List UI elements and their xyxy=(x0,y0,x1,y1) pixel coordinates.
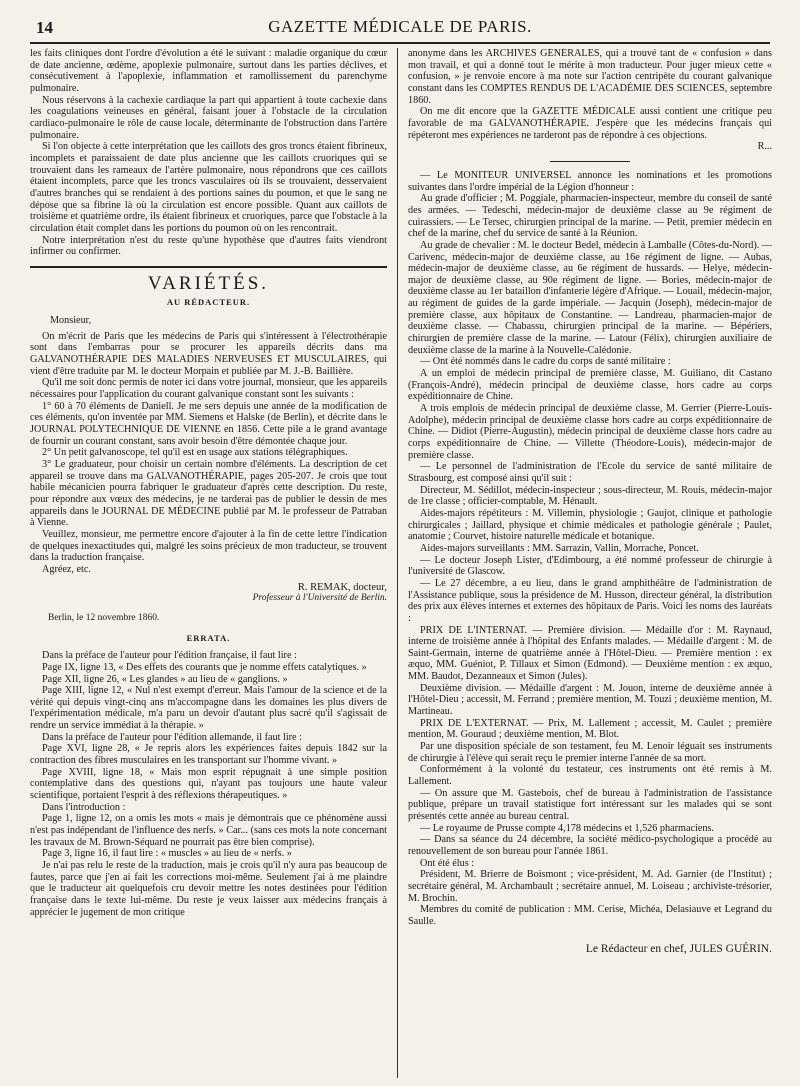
salutation: Monsieur, xyxy=(50,315,92,327)
news-item: — Ont été nommés dans le cadre du corps de santé militaire : xyxy=(420,356,671,368)
news-item: Membres du comité de publication : MM. Cerise, Michéa, Delasiauve et Legrand du Saulle. xyxy=(408,904,772,927)
page-header xyxy=(30,14,770,44)
news-item: PRIX DE L'EXTERNAT. — Prix, M. Lallement ; accessit, M. Caulet ; première mention, M. Gouraud ; deuxième mention, M. Blot. xyxy=(408,717,772,741)
news-item: — Le personnel de l'administration de l'Ecole du service de santé militaire de Strasbourg, est composé ainsi qu'il suit : xyxy=(408,461,772,484)
errata-title: ERRATA. xyxy=(186,632,231,643)
news-item: — Le 27 décembre, a eu lieu, dans le grand amphithéâtre de l'administration de l'Assistance publique, sous la présidence de M. Husson, directeur général, la distribution des prix aux élèves internes et externes des hôpitaux de Paris. Voici les noms des lauréats : xyxy=(408,577,772,624)
subsection-title: AU RÉDACTEUR. xyxy=(166,297,251,308)
paragraph: Agréez, etc. xyxy=(42,563,91,575)
paragraph: Nous réservons à la cachexie cardiaque la part qui appartient à toute cachexie dans les coagulations veineuses en général, faisant jouer à l'obstacle de la circulation cardiaco-pulmonaire le rôle de cause locale, déterminante de l'obstruction dans l'artère pulmonaire. xyxy=(30,94,387,141)
news-item: — On assure que M. Gastebois, chef de bureau à l'administration de l'assistance publique, prépare un travail statistique fort intéressant sur les malades qui se sont présentés cette année au bureau central. xyxy=(408,787,772,822)
page-number: 14 xyxy=(36,18,53,37)
news-item: — Le MONITEUR UNIVERSEL annonce les nominations et les promotions suivantes dans l'ordre impérial de la Légion d'honneur : xyxy=(408,169,772,193)
errata-item: Page XVIII, ligne 18, « Mais mon esprit répugnait à une simple position contemplative dans des questions qui, n'ayant pas toujours une haute valeur scientifique, portaient l'esprit à des réflexions thérapeutiques. » xyxy=(30,766,387,802)
news-item: — Le royaume de Prusse compte 4,178 médecins et 1,526 pharmaciens. xyxy=(420,822,714,834)
errata-item: Page IX, ligne 13, « Des effets des courants que je nomme effets catalytiques. » xyxy=(42,661,367,673)
errata-item: Page XVI, ligne 28, « Je repris alors les expériences faites depuis 1842 sur la contraction des fibres musculaires en les transportant sur l'homme vivant. » xyxy=(30,743,387,767)
errata-item: Page XIII, ligne 12, « Nul n'est exempt d'erreur. Mais l'amour de la science et de la vérité qui depuis vingt-cinq ans m'accompagne dans les domaines les plus divers de l'expérimentation médicale, m'a paru un devoir d'autant plus sacré qu'il s'agissait de rendre un service immédiat à la thérapie. » xyxy=(30,685,387,732)
news-item: PRIX DE L'INTERNAT. — Première division. — Médaille d'or : M. Raynaud, interne de troisième année à l'hôpital des Enfants malades. — Médaille d'argent : M. de Saint-Germain, interne de quatrième année à l'Hôtel-Dieu. — Première mention : ex æquo, MM. Guéniot, P. Tillaux et Simon (Edmond). — Deuxième mention : ex æquo, MM. Baudot, Dezanneaux et Simon (Jules). xyxy=(408,624,772,683)
errata-item: Page XII, ligne 26, « Les glandes » au lieu de « ganglions. » xyxy=(42,673,288,685)
paragraph: 2° Un petit galvanoscope, tel qu'il est en usage aux stations télégraphiques. xyxy=(42,447,348,459)
errata-item: Page 1, ligne 12, on a omis les mots « mais je démontrais que ce phénomène aussi n'est pas indépendant de l'influence des nerfs. » Car... (sans ces mots la note concernant les travaux de M. Brown-Séquard ne pourrait pas être bien comprise). xyxy=(30,813,387,848)
news-item: — Le docteur Joseph Lister, d'Edimbourg, a été nommé professeur de chirurgie à l'université de Glascow. xyxy=(408,554,772,578)
news-item: Au grade de chevalier : M. le docteur Bedel, médecin à Lamballe (Côtes-du-Nord). — Carivenc, médecin-major de deuxième classe, au 16e régiment de ligne. — Aubas, médecin-major de deuxième classe, au 6e régiment de hussards. — Helye, médecin-major de deuxième classe, au 90e régiment de ligne. — Bories, médecin-major de deuxième classe au 1er bataillon d'infanterie légère d'Afrique. — Louail, médecin-major, au régiment de guides de la garde impériale. — Jacquin (Joseph), médecin-major de première classe, aux hôpitaux de Constantine. — Landreau, pharmacien-major de deuxième classe. — Chabassu, chirurgien principal de la marine. — Bépériers, chirurgien de première classe de la marine. — Latour (Félix), chirurgien auxiliaire de deuxième classe de la marine à la Nouvelle-Calédonie. xyxy=(408,239,772,356)
dateline: Berlin, le 12 novembre 1860. xyxy=(48,612,160,623)
signature-role: Professeur à l'Université de Berlin. xyxy=(252,593,387,604)
section-title: VARIÉTÉS. xyxy=(147,272,270,294)
news-item: Président, M. Brierre de Boismont ; vice-président, M. Ad. Garnier (de l'Institut) ; secrétaire général, M. Archambault ; secrétaire annuel, M. Loiseau ; archiviste-trésorier, M. Brochin. xyxy=(408,869,772,904)
short-divider xyxy=(550,161,630,162)
paragraph: On me dit encore que la GAZETTE MÉDICALE aussi contient une critique peu favorable de ma GALVANOTHÉRAPIE. J'espère que les médecins français qui répéteront mes expériences ne tarderont pas de répondre à ces objections. xyxy=(408,106,772,141)
paragraph: On m'écrit de Paris que les médecins de Paris qui s'intéressent à l'électrothérapie sont dans l'embarras pour se procurer les appareils décrits dans ma GALVANOTHÉRAPIE DES MALADIES NERVEUSES ET MUSCULAIRES, qui vient d'être traduite par M. le docteur Morpain et publiée par M. J.-B. Baillière. xyxy=(30,330,387,377)
running-head: GAZETTE MÉDICALE DE PARIS. xyxy=(268,17,532,36)
paragraph: Si l'on objecte à cette interprétation que les caillots des gros troncs étaient fibrineux, incomplets et paraissaient de date plus ancienne que les caillots cruoriques qui se trouvaient dans les rameaux de l'artère pulmonaire, nous répondrons que ces caillots étaient incomplets, parce que les troncs vasculaires où ils se trouvaient, desservaient d'autres branches qui se rendaient à des portions saines du poumon, et que le sang ne dépose que sa fibrine là où la circulation est encore possible. Quant aux caillots de troisième et quatrième ordre, ils étaient fibrineux et cruoriques, parce que l'obstacle à la circulation était complet dans les portions du poumon où on les rencontrait. xyxy=(30,141,387,234)
signature-name: R. REMAK, docteur, xyxy=(297,581,387,593)
right-column xyxy=(408,48,772,1078)
news-item: A trois emplois de médecin principal de deuxième classe, M. Gerrier (Pierre-Louis-Adolphe), médecin principal de deuxième classe hors cadre au corps expéditionnaire de Chine. — Didiot (Pierre-Augustin), médecin principal de deuxième classe hors cadre au corps expéditionnaire de Chine. — Villette (Théodore-Louis), médecin-major de première classe. xyxy=(408,403,772,461)
news-item: Aides-majors répétiteurs : M. Villemin, physiologie ; Gaujot, clinique et pathologie chirurgicales ; Jaillard, physique et chimie médicales et pathologie générale ; Paulet, anatomie ; Courvet, histoire naturelle médicale et botanique. xyxy=(408,507,772,543)
news-item: A un emploi de médecin principal de première classe, M. Guiliano, dit Castano (François-André), médecin principal de deuxième classe, hors cadre au corps expéditionnaire de Chine. xyxy=(408,368,772,403)
paragraph: anonyme dans les ARCHIVES GÉNÉRALES, qui a trouvé tant de « confusion » dans mon travail, et qui a donné tout le mérite à mon traducteur. Pour juger mieux cette « confusion, » je renvoie encore à ma note sur l'action centripète du courant galvanique constant dans les COMPTES RENDUS DE L'ACADÉMIE DES SCIENCES, septembre 1860. xyxy=(408,48,772,106)
errata-item: Page 3, ligne 16, il faut lire : « muscles » au lieu de « nerfs. » xyxy=(42,848,292,860)
letter-initial: R... xyxy=(757,141,772,153)
news-item: Au grade d'officier ; M. Poggiale, pharmacien-inspecteur, membre du conseil de santé des armées. — Tedeschi, médecin-major de deuxième classe au 9e régiment de cuirassiers. — Le Tersec, chirurgien principal de la marine. — Petit, premier médecin en chef de la marine, chef du service de santé à la Réunion. xyxy=(408,193,772,240)
paragraph: Qu'il me soit donc permis de noter ici dans votre journal, monsieur, que les appareils nécessaires pour l'application du courant galvanique constant sont les suivants : xyxy=(30,377,387,401)
errata-item: Je n'ai pas relu le reste de la traduction, mais je crois qu'il n'y aura pas beaucoup de fautes, parce que j'en ai fait les corrections moi-même. Seulement j'ai à me plaindre que le traducteur ait quelquefois cru devoir mettre les notes destinées pour l'édition française dans le texte lui-même. Du reste je veux laisser aux médecins français à apprécier le jugement de mon critique xyxy=(30,860,387,918)
paragraph: Notre interprétation n'est du reste qu'une hypothèse que d'autres faits viendront infirmer ou confirmer. xyxy=(30,234,387,258)
left-column xyxy=(30,48,387,1078)
news-item: — Dans sa séance du 24 décembre, la société médico-psychologique a procédé au renouvellement de son bureau pour l'année 1861. xyxy=(408,834,772,857)
errata-item: Dans l'introduction : xyxy=(42,801,126,813)
paragraph: 3° Le graduateur, pour choisir un certain nombre d'éléments. La description de cet appareil se trouve dans ma GALVANOTHÉRAPIE, pages 205-207. Je crois que tout habile mécanicien pourra fabriquer le graduateur d'après cette description. Du reste, pour répondre aux vœux des médecins, je ne tarderai pas de publier le dessin de mes appareils dans le JOURNAL DE MÉDECINE publié par M. le professeur de Patraban à Vienne. xyxy=(30,459,387,529)
news-item: Ont été élus : xyxy=(420,857,475,869)
paragraph: les faits cliniques dont l'ordre d'évolution a été le suivant : maladie organique du cœur de date ancienne, œdème, apoplexie pulmonaire, surtout dans les parties déclives, et consécutivement à l'apoplexie, inflammation et ramollissement du parenchyme pulmonaire. xyxy=(30,48,387,94)
errata-item: Dans la préface de l'auteur pour l'édition française, il faut lire : xyxy=(42,650,297,662)
paragraph: 1° 60 à 70 éléments de Daniell. Je me sers depuis une année de la modification de ces éléments, qu'on inventée par MM. Siemens et Halske (de Berlin), et décrite dans le JOURNAL POLYTECHNIQUE DE VIENNE en 1856. Cette pile a le grand avantage de fournir un courant constant, sans avoir besoin d'être démontée chaque jour. xyxy=(30,400,387,447)
news-item: Aides-majors surveillants : MM. Sarrazin, Vallin, Morrache, Poncet. xyxy=(420,542,699,554)
editor-signature: Le Rédacteur en chef, JULES GUÉRIN. xyxy=(585,942,772,955)
paragraph: Veuillez, monsieur, me permettre encore d'ajouter à la fin de cette lettre l'indication de quelques inexactitudes qui, malgré les soins précieux de mon traducteur, se trouvent dans la traduction française. xyxy=(30,528,387,564)
section-divider xyxy=(30,266,387,268)
news-item: Par une disposition spéciale de son testament, feu M. Lenoir léguait ses instruments de chirurgie à l'élève qui serait reçu le premier interne l'année de sa mort. xyxy=(408,741,772,764)
errata-item: Dans la préface de l'auteur pour l'édition allemande, il faut lire : xyxy=(42,731,302,743)
news-item: Directeur, M. Sédillot, médecin-inspecteur ; sous-directeur, M. Rouis, médecin-major de 1re classe ; officier-comptable, M. Hénault. xyxy=(408,484,772,508)
news-item: Deuxième division. — Médaille d'argent : M. Jouon, interne de deuxième année à l'Hôtel-Dieu ; accessit, M. Ferrand ; première mention, M. Touzi ; deuxième mention, M. Martineau. xyxy=(408,682,772,718)
column-rule xyxy=(397,48,398,1078)
news-item: Conformément à la volonté du testateur, ces instruments ont été remis à M. Lallement. xyxy=(408,764,772,788)
